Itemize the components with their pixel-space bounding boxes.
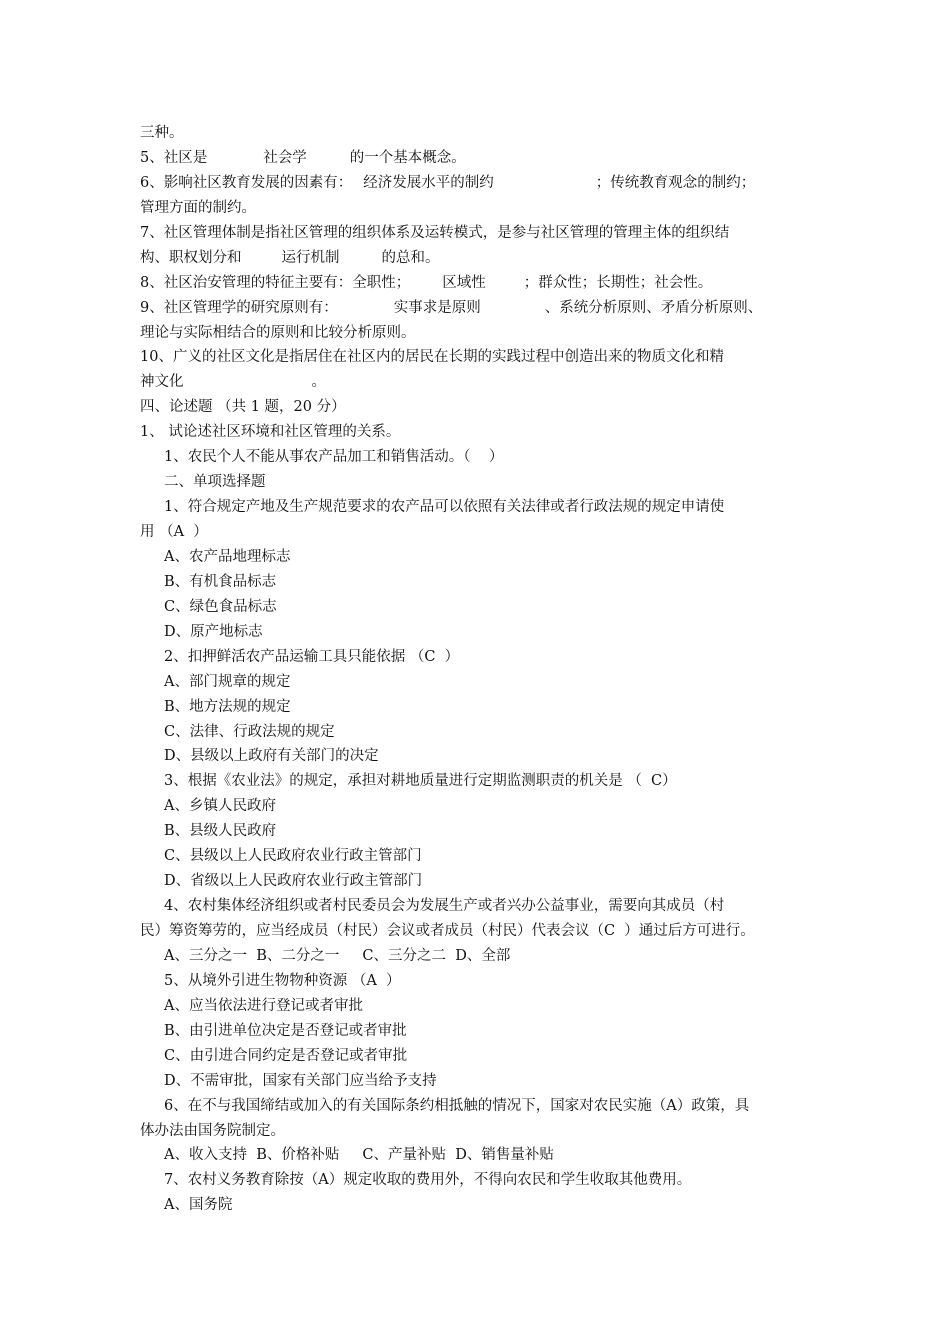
sc-q4-stem-cont: 民）筹资筹劳的，应当经成员（村民）会议或者成员（村民）代表会议（C ）通过后方可进行。 [140,923,755,939]
sc-q4-stem: 4、农村集体经济组织或者村民委员会为发展生产或者兴办公益事业，需要向其成员（村 [164,898,725,915]
sc-q1-line-2 [140,520,820,545]
options-line-text: A、收入支持 B、价格补贴 C、产量补贴 D、销售量补贴 [164,1147,554,1164]
option-text: A、乡镇人民政府 [164,798,276,815]
q7-prefix: 构、职权划分和 [140,249,242,266]
essay-heading-text: 四、论述题 （共 1 题，20 分） [140,399,346,416]
option-item [140,744,820,769]
q7-answer: 运行机制 [281,249,340,266]
q5-line [140,146,820,171]
option-text: D、原产地标志 [164,623,263,640]
q8-suffix: ；群众性；长期性；社会性。 [523,274,713,291]
option-text: B、地方法规的规定 [164,698,291,715]
option-item [140,595,820,620]
sc-q7-line-1 [140,1168,820,1193]
sc-q1-answer: 用 （A ） [140,524,208,540]
option-item [140,1044,820,1069]
q10-line-1 [140,345,820,370]
q10-suffix: 。 [311,374,326,391]
sc-q6-stem: 6、在不与我国缔结或加入的有关国际条约相抵触的情况下，国家对农民实施（A）政策，具 [164,1097,750,1114]
option-text: D、县级以上政府有关部门的决定 [164,748,379,765]
sc-q1-line-1 [140,495,820,520]
option-item [140,545,820,570]
q5-answer: 社会学 [263,149,307,166]
option-text: D、不需审批，国家有关部门应当给予支持 [164,1072,437,1089]
sc-q3-line-1 [140,769,820,794]
option-item [140,620,820,645]
q10-answer: 神文化 [140,374,184,391]
option-text: B、有机食品标志 [164,573,277,590]
single-choice-heading-text: 二、单项选择题 [164,474,266,491]
sc-q1-stem: 1、符合规定产地及生产规范要求的农产品可以依照有关法律或者行政法规的规定申请使 [164,499,725,516]
q6-suffix: ；传统教育观念的制约； [595,174,756,191]
option-text: A、农产品地理标志 [164,548,291,565]
sc-q6-line-1 [140,1094,820,1119]
option-item [140,670,820,695]
q9-line-2 [140,321,820,346]
q6-answer: 经济发展水平的制约 [363,174,494,191]
sc-q4-line-1 [140,894,820,919]
option-text: C、绿色食品标志 [164,598,277,615]
q6-line-2 [140,196,820,221]
sc-q6-line-2 [140,1119,820,1144]
option-text: B、由引进单位决定是否登记或者审批 [164,1022,407,1039]
option-item [140,1019,820,1044]
sc-q4-line-2 [140,919,820,944]
true-false-q1 [140,445,820,470]
sc-q4-options [140,944,820,969]
document-page [140,121,820,1218]
q5-prefix: 5、社区是 [140,149,208,166]
q4-tail-text: 三种。 [140,125,184,141]
q10-line-2 [140,370,820,395]
q7-line1-text: 7、社区管理体制是指社区管理的组织体系及运转模式，是参与社区管理的管理主体的组织结 [140,224,730,241]
q6-prefix: 6、影响社区教育发展的因素有： [140,174,353,191]
true-false-q1-text: 1、农民个人不能从事农产品加工和销售活动。（ ） [164,449,504,466]
option-text: D、省级以上人民政府农业行政主管部门 [164,873,423,890]
option-text: C、法律、行政法规的规定 [164,723,335,740]
q9-suffix: 、系统分析原则、矛盾分析原则、 [544,299,763,316]
essay-q1-text: 1、 试论述社区环境和社区管理的关系。 [140,424,401,441]
essay-q1 [140,420,820,445]
sc-q7-stem: 7、农村义务教育除按（A）规定收取的费用外，不得向农民和学生收取其他费用。 [164,1172,692,1189]
q9-answer: 实事求是原则 [393,299,481,316]
options-line-text: A、三分之一 B、二分之一 C、三分之二 D、全部 [164,947,511,964]
option-text: C、由引进合同约定是否登记或者审批 [164,1047,408,1064]
q7-line-2 [140,246,820,271]
option-item [140,570,820,595]
option-item [140,869,820,894]
option-item [140,695,820,720]
q4-tail-line [140,121,820,146]
option-text: A、应当依法进行登记或者审批 [164,997,363,1014]
q7-suffix: 的总和。 [381,249,440,266]
sc-q3-stem: 3、根据《农业法》的规定，承担对耕地质量进行定期监测职责的机关是 （ C） [164,773,677,790]
option-text: A、国务院 [164,1197,233,1214]
q7-line-1 [140,221,820,246]
q8-prefix: 8、社区治安管理的特征主要有：全职性； [140,274,411,291]
essay-heading [140,395,820,420]
q10-line1-text: 10、广义的社区文化是指居住在社区内的居民在长期的实践过程中创造出来的物质文化和精 [140,349,724,366]
option-item [140,994,820,1019]
q9-line2-text: 理论与实际相结合的原则和比较分析原则。 [140,324,416,341]
q8-line [140,271,820,296]
q5-suffix: 的一个基本概念。 [349,149,466,166]
sc-q6-options [140,1143,820,1168]
option-item [140,844,820,869]
option-text: C、县级以上人民政府农业行政主管部门 [164,848,422,865]
option-text: B、县级人民政府 [164,823,277,840]
sc-q2-stem: 2、扣押鲜活农产品运输工具只能依据 （C ） [164,648,460,665]
q9-prefix: 9、社区管理学的研究原则有： [140,299,338,316]
sc-q5-line-1 [140,969,820,994]
option-item [140,794,820,819]
q9-line-1 [140,296,820,321]
option-item [140,720,820,745]
q6-line-1 [140,171,820,196]
option-item [140,1069,820,1094]
sc-q5-stem: 5、从境外引进生物物种资源 （A ） [164,972,401,989]
sc-q6-stem-cont: 体办法由国务院制定。 [140,1122,285,1139]
q8-answer: 区域性 [442,274,486,291]
option-item [140,1193,820,1218]
sc-q2-line-1 [140,645,820,670]
option-item [140,819,820,844]
option-text: A、部门规章的规定 [164,673,291,690]
q6-line2-text: 管理方面的制约。 [140,199,256,216]
single-choice-heading [140,470,820,495]
